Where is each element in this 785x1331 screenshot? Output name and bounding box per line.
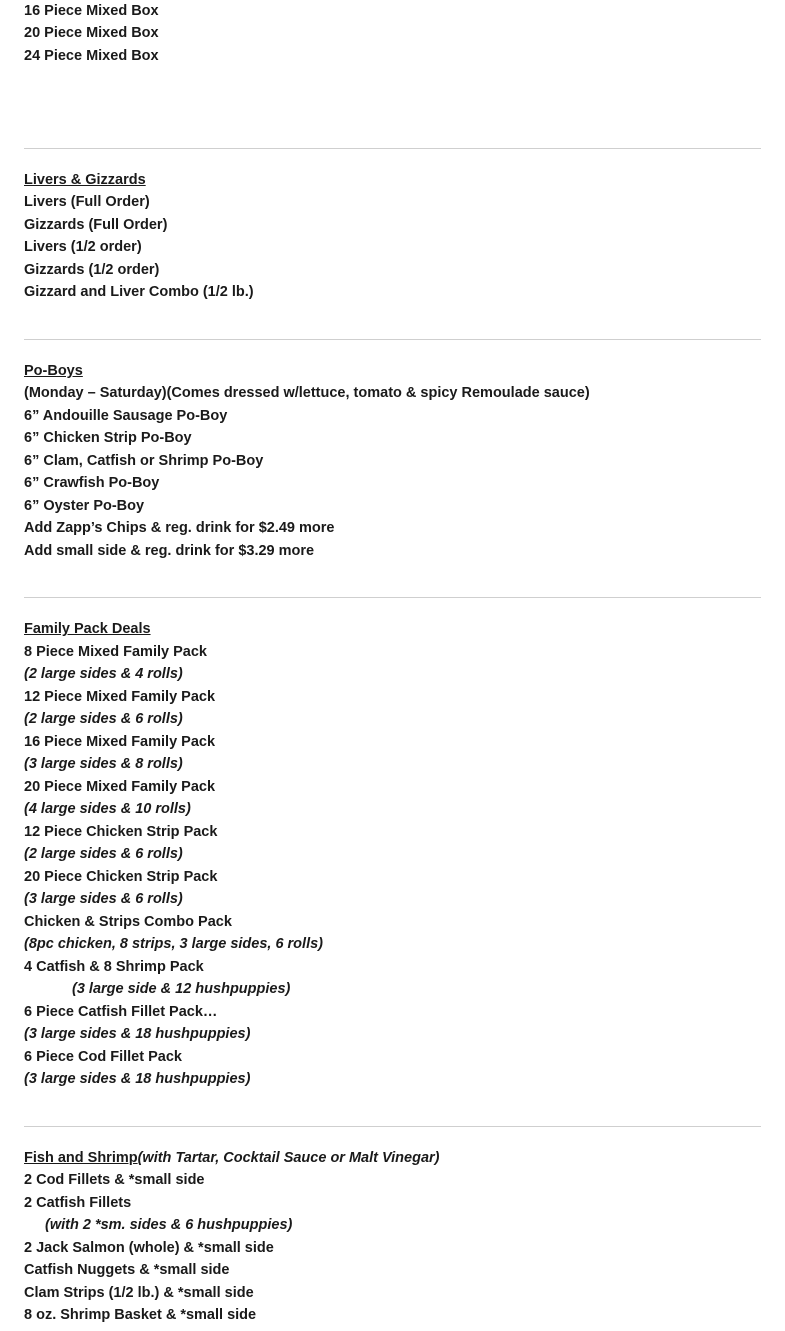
- section-divider: [24, 1126, 761, 1127]
- section-heading-row: [24, 1147, 439, 1169]
- menu-item: Gizzards (Full Order): [24, 217, 168, 233]
- menu-item: Clam Strips (1/2 lb.) & *small side: [24, 1285, 254, 1301]
- menu-item-detail: (3 large sides & 8 rolls): [24, 756, 183, 772]
- menu-item-detail: (2 large sides & 4 rolls): [24, 666, 183, 682]
- menu-item: 8 Piece Mixed Family Pack: [24, 644, 207, 660]
- menu-item: 24 Piece Mixed Box: [24, 48, 159, 64]
- section-divider: [24, 148, 761, 149]
- menu-item: 16 Piece Mixed Box: [24, 3, 159, 19]
- section-heading-family: Family Pack Deals: [24, 621, 151, 637]
- menu-item: 6” Oyster Po-Boy: [24, 498, 145, 514]
- menu-item: 6” Chicken Strip Po-Boy: [24, 430, 192, 446]
- menu-item: Catfish Nuggets & *small side: [24, 1262, 230, 1278]
- menu-item: 6 Piece Cod Fillet Pack: [24, 1049, 182, 1065]
- menu-item: 12 Piece Mixed Family Pack: [24, 689, 216, 705]
- menu-item: 8 oz. Shrimp Basket & *small side: [24, 1307, 257, 1323]
- menu-item: 20 Piece Mixed Family Pack: [24, 779, 216, 795]
- section-heading-livers: Livers & Gizzards: [24, 172, 146, 188]
- menu-item: 6 Piece Catfish Fillet Pack…: [24, 1004, 218, 1020]
- section-heading-fish: Fish and Shrimp: [24, 1150, 138, 1166]
- menu-item: Gizzards (1/2 order): [24, 262, 160, 278]
- menu-item: Add Zapp’s Chips & reg. drink for $2.49 more: [24, 520, 335, 536]
- menu-item-detail: (2 large sides & 6 rolls): [24, 846, 183, 862]
- menu-item-detail: (4 large sides & 10 rolls): [24, 801, 191, 817]
- menu-item: Add small side & reg. drink for $3.29 more: [24, 543, 315, 559]
- menu-item: 2 Cod Fillets & *small side: [24, 1172, 205, 1188]
- menu-item: Livers (Full Order): [24, 194, 150, 210]
- menu-item: 12 Piece Chicken Strip Pack: [24, 824, 218, 840]
- menu-item: Gizzard and Liver Combo (1/2 lb.): [24, 284, 254, 300]
- menu-item: 6” Clam, Catfish or Shrimp Po-Boy: [24, 453, 264, 469]
- menu-item: 6” Crawfish Po-Boy: [24, 475, 160, 491]
- menu-item-detail: (3 large sides & 18 hushpuppies): [24, 1026, 251, 1042]
- menu-item: Chicken & Strips Combo Pack: [24, 914, 232, 930]
- section-divider: [24, 339, 761, 340]
- menu-item: 16 Piece Mixed Family Pack: [24, 734, 216, 750]
- menu-item: Livers (1/2 order): [24, 239, 142, 255]
- menu-item-detail: (with 2 *sm. sides & 6 hushpuppies): [45, 1217, 293, 1233]
- menu-item-detail: (3 large side & 12 hushpuppies): [72, 981, 291, 997]
- menu-item-detail: (3 large sides & 6 rolls): [24, 891, 183, 907]
- menu-item-detail: (3 large sides & 18 hushpuppies): [24, 1071, 251, 1087]
- menu-item: 2 Catfish Fillets: [24, 1195, 132, 1211]
- section-heading-poboys: Po-Boys: [24, 363, 83, 379]
- menu-item-detail: (8pc chicken, 8 strips, 3 large sides, 6 rolls): [24, 936, 323, 952]
- section-heading-note: (with Tartar, Cocktail Sauce or Malt Vinegar): [137, 1150, 440, 1166]
- menu-item: 20 Piece Mixed Box: [24, 25, 159, 41]
- section-divider: [24, 597, 761, 598]
- menu-item: 20 Piece Chicken Strip Pack: [24, 869, 218, 885]
- menu-item: 4 Catfish & 8 Shrimp Pack: [24, 959, 204, 975]
- menu-item: 2 Jack Salmon (whole) & *small side: [24, 1240, 274, 1256]
- section-note: (Monday – Saturday)(Comes dressed w/lettuce, tomato & spicy Remoulade sauce): [24, 385, 590, 401]
- menu-item-detail: (2 large sides & 6 rolls): [24, 711, 183, 727]
- menu-item: 6” Andouille Sausage Po-Boy: [24, 408, 228, 424]
